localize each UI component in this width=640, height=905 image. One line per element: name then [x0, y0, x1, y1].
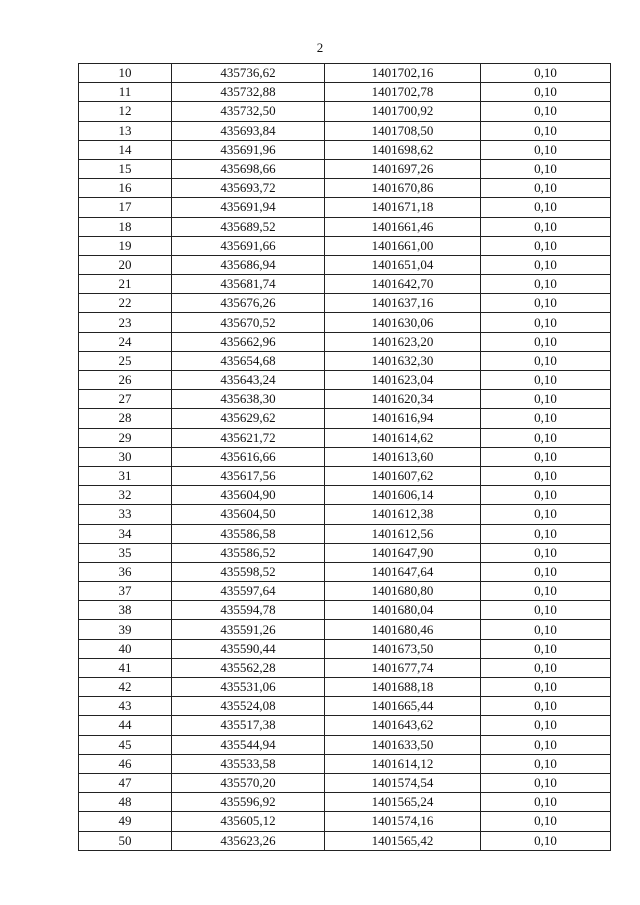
- y-coordinate-cell: 1401680,04: [325, 601, 481, 620]
- y-coordinate-cell: 1401565,42: [325, 831, 481, 850]
- table-row: [79, 697, 611, 716]
- accuracy-cell: 0,10: [481, 371, 611, 390]
- accuracy-cell: 0,10: [481, 121, 611, 140]
- accuracy-cell: 0,10: [481, 198, 611, 217]
- coordinates-table: [78, 63, 611, 851]
- table-row: [79, 275, 611, 294]
- accuracy-cell: 0,10: [481, 735, 611, 754]
- y-coordinate-cell: 1401670,86: [325, 179, 481, 198]
- point-number-cell: 28: [79, 409, 172, 428]
- point-number-cell: 39: [79, 620, 172, 639]
- table-row: [79, 716, 611, 735]
- point-number-cell: 22: [79, 294, 172, 313]
- accuracy-cell: 0,10: [481, 64, 611, 83]
- x-coordinate-cell: 435598,52: [172, 562, 325, 581]
- point-number-cell: 42: [79, 678, 172, 697]
- y-coordinate-cell: 1401673,50: [325, 639, 481, 658]
- page-number: 2: [316, 40, 324, 55]
- accuracy-cell: 0,10: [481, 390, 611, 409]
- point-number-cell: 50: [79, 831, 172, 850]
- point-number-cell: 11: [79, 83, 172, 102]
- y-coordinate-cell: 1401671,18: [325, 198, 481, 217]
- x-coordinate-cell: 435533,58: [172, 754, 325, 773]
- point-number-cell: 14: [79, 140, 172, 159]
- x-coordinate-cell: 435616,66: [172, 447, 325, 466]
- x-coordinate-cell: 435586,58: [172, 524, 325, 543]
- table-row: [79, 217, 611, 236]
- x-coordinate-cell: 435594,78: [172, 601, 325, 620]
- table-row: [79, 198, 611, 217]
- y-coordinate-cell: 1401647,64: [325, 562, 481, 581]
- point-number-cell: 41: [79, 658, 172, 677]
- y-coordinate-cell: 1401702,16: [325, 64, 481, 83]
- point-number-cell: 16: [79, 179, 172, 198]
- table-row: [79, 505, 611, 524]
- accuracy-cell: 0,10: [481, 83, 611, 102]
- y-coordinate-cell: 1401643,62: [325, 716, 481, 735]
- accuracy-cell: 0,10: [481, 831, 611, 850]
- accuracy-cell: 0,10: [481, 102, 611, 121]
- accuracy-cell: 0,10: [481, 351, 611, 370]
- accuracy-cell: 0,10: [481, 159, 611, 178]
- accuracy-cell: 0,10: [481, 620, 611, 639]
- x-coordinate-cell: 435736,62: [172, 64, 325, 83]
- accuracy-cell: 0,10: [481, 678, 611, 697]
- point-number-cell: 19: [79, 236, 172, 255]
- point-number-cell: 10: [79, 64, 172, 83]
- y-coordinate-cell: 1401700,92: [325, 102, 481, 121]
- y-coordinate-cell: 1401612,38: [325, 505, 481, 524]
- x-coordinate-cell: 435591,26: [172, 620, 325, 639]
- accuracy-cell: 0,10: [481, 486, 611, 505]
- table-row: [79, 140, 611, 159]
- accuracy-cell: 0,10: [481, 179, 611, 198]
- x-coordinate-cell: 435691,66: [172, 236, 325, 255]
- x-coordinate-cell: 435570,20: [172, 773, 325, 792]
- accuracy-cell: 0,10: [481, 658, 611, 677]
- x-coordinate-cell: 435590,44: [172, 639, 325, 658]
- table-row: [79, 409, 611, 428]
- table-row: [79, 639, 611, 658]
- y-coordinate-cell: 1401688,18: [325, 678, 481, 697]
- x-coordinate-cell: 435621,72: [172, 428, 325, 447]
- x-coordinate-cell: 435732,88: [172, 83, 325, 102]
- table-row: [79, 793, 611, 812]
- accuracy-cell: 0,10: [481, 524, 611, 543]
- table-row: [79, 390, 611, 409]
- accuracy-cell: 0,10: [481, 275, 611, 294]
- point-number-cell: 26: [79, 371, 172, 390]
- point-number-cell: 45: [79, 735, 172, 754]
- y-coordinate-cell: 1401614,12: [325, 754, 481, 773]
- accuracy-cell: 0,10: [481, 428, 611, 447]
- point-number-cell: 23: [79, 313, 172, 332]
- x-coordinate-cell: 435597,64: [172, 582, 325, 601]
- y-coordinate-cell: 1401642,70: [325, 275, 481, 294]
- point-number-cell: 18: [79, 217, 172, 236]
- y-coordinate-cell: 1401647,90: [325, 543, 481, 562]
- table-row: [79, 332, 611, 351]
- point-number-cell: 30: [79, 447, 172, 466]
- y-coordinate-cell: 1401665,44: [325, 697, 481, 716]
- accuracy-cell: 0,10: [481, 294, 611, 313]
- point-number-cell: 24: [79, 332, 172, 351]
- point-number-cell: 13: [79, 121, 172, 140]
- y-coordinate-cell: 1401661,46: [325, 217, 481, 236]
- x-coordinate-cell: 435670,52: [172, 313, 325, 332]
- x-coordinate-cell: 435676,26: [172, 294, 325, 313]
- x-coordinate-cell: 435689,52: [172, 217, 325, 236]
- accuracy-cell: 0,10: [481, 716, 611, 735]
- x-coordinate-cell: 435681,74: [172, 275, 325, 294]
- point-number-cell: 48: [79, 793, 172, 812]
- point-number-cell: 25: [79, 351, 172, 370]
- y-coordinate-cell: 1401607,62: [325, 466, 481, 485]
- table-row: [79, 773, 611, 792]
- table-row: [79, 83, 611, 102]
- x-coordinate-cell: 435698,66: [172, 159, 325, 178]
- table-row: [79, 466, 611, 485]
- accuracy-cell: 0,10: [481, 505, 611, 524]
- point-number-cell: 46: [79, 754, 172, 773]
- y-coordinate-cell: 1401698,62: [325, 140, 481, 159]
- y-coordinate-cell: 1401606,14: [325, 486, 481, 505]
- y-coordinate-cell: 1401565,24: [325, 793, 481, 812]
- table-row: [79, 159, 611, 178]
- accuracy-cell: 0,10: [481, 812, 611, 831]
- table-row: [79, 447, 611, 466]
- point-number-cell: 49: [79, 812, 172, 831]
- table-row: [79, 524, 611, 543]
- point-number-cell: 12: [79, 102, 172, 121]
- y-coordinate-cell: 1401574,16: [325, 812, 481, 831]
- accuracy-cell: 0,10: [481, 447, 611, 466]
- x-coordinate-cell: 435604,90: [172, 486, 325, 505]
- accuracy-cell: 0,10: [481, 773, 611, 792]
- table-row: [79, 236, 611, 255]
- accuracy-cell: 0,10: [481, 601, 611, 620]
- point-number-cell: 34: [79, 524, 172, 543]
- table-row: [79, 831, 611, 850]
- y-coordinate-cell: 1401633,50: [325, 735, 481, 754]
- accuracy-cell: 0,10: [481, 639, 611, 658]
- point-number-cell: 21: [79, 275, 172, 294]
- point-number-cell: 20: [79, 255, 172, 274]
- point-number-cell: 47: [79, 773, 172, 792]
- table-row: [79, 678, 611, 697]
- table-row: [79, 351, 611, 370]
- accuracy-cell: 0,10: [481, 543, 611, 562]
- y-coordinate-cell: 1401708,50: [325, 121, 481, 140]
- x-coordinate-cell: 435732,50: [172, 102, 325, 121]
- table-row: [79, 313, 611, 332]
- y-coordinate-cell: 1401702,78: [325, 83, 481, 102]
- table-row: [79, 294, 611, 313]
- x-coordinate-cell: 435693,72: [172, 179, 325, 198]
- accuracy-cell: 0,10: [481, 140, 611, 159]
- accuracy-cell: 0,10: [481, 582, 611, 601]
- y-coordinate-cell: 1401661,00: [325, 236, 481, 255]
- x-coordinate-cell: 435654,68: [172, 351, 325, 370]
- x-coordinate-cell: 435596,92: [172, 793, 325, 812]
- table-row: [79, 371, 611, 390]
- x-coordinate-cell: 435531,06: [172, 678, 325, 697]
- point-number-cell: 43: [79, 697, 172, 716]
- point-number-cell: 37: [79, 582, 172, 601]
- x-coordinate-cell: 435643,24: [172, 371, 325, 390]
- accuracy-cell: 0,10: [481, 562, 611, 581]
- table-row: [79, 486, 611, 505]
- table-row: [79, 735, 611, 754]
- x-coordinate-cell: 435604,50: [172, 505, 325, 524]
- y-coordinate-cell: 1401574,54: [325, 773, 481, 792]
- point-number-cell: 29: [79, 428, 172, 447]
- accuracy-cell: 0,10: [481, 793, 611, 812]
- y-coordinate-cell: 1401637,16: [325, 294, 481, 313]
- y-coordinate-cell: 1401613,60: [325, 447, 481, 466]
- accuracy-cell: 0,10: [481, 409, 611, 428]
- table-row: [79, 428, 611, 447]
- y-coordinate-cell: 1401632,30: [325, 351, 481, 370]
- table-row: [79, 620, 611, 639]
- table-row: [79, 562, 611, 581]
- x-coordinate-cell: 435517,38: [172, 716, 325, 735]
- table-row: [79, 543, 611, 562]
- accuracy-cell: 0,10: [481, 697, 611, 716]
- x-coordinate-cell: 435623,26: [172, 831, 325, 850]
- point-number-cell: 27: [79, 390, 172, 409]
- accuracy-cell: 0,10: [481, 255, 611, 274]
- y-coordinate-cell: 1401630,06: [325, 313, 481, 332]
- accuracy-cell: 0,10: [481, 754, 611, 773]
- x-coordinate-cell: 435629,62: [172, 409, 325, 428]
- coordinates-table-body: [79, 64, 611, 851]
- x-coordinate-cell: 435638,30: [172, 390, 325, 409]
- table-row: [79, 658, 611, 677]
- table-row: [79, 601, 611, 620]
- y-coordinate-cell: 1401616,94: [325, 409, 481, 428]
- x-coordinate-cell: 435586,52: [172, 543, 325, 562]
- y-coordinate-cell: 1401612,56: [325, 524, 481, 543]
- x-coordinate-cell: 435691,96: [172, 140, 325, 159]
- point-number-cell: 38: [79, 601, 172, 620]
- x-coordinate-cell: 435662,96: [172, 332, 325, 351]
- accuracy-cell: 0,10: [481, 313, 611, 332]
- table-row: [79, 582, 611, 601]
- x-coordinate-cell: 435693,84: [172, 121, 325, 140]
- table-row: [79, 812, 611, 831]
- y-coordinate-cell: 1401623,20: [325, 332, 481, 351]
- y-coordinate-cell: 1401651,04: [325, 255, 481, 274]
- point-number-cell: 15: [79, 159, 172, 178]
- table-row: [79, 121, 611, 140]
- table-row: [79, 64, 611, 83]
- y-coordinate-cell: 1401623,04: [325, 371, 481, 390]
- x-coordinate-cell: 435562,28: [172, 658, 325, 677]
- x-coordinate-cell: 435686,94: [172, 255, 325, 274]
- x-coordinate-cell: 435691,94: [172, 198, 325, 217]
- accuracy-cell: 0,10: [481, 217, 611, 236]
- x-coordinate-cell: 435617,56: [172, 466, 325, 485]
- table-row: [79, 255, 611, 274]
- point-number-cell: 44: [79, 716, 172, 735]
- y-coordinate-cell: 1401680,46: [325, 620, 481, 639]
- point-number-cell: 17: [79, 198, 172, 217]
- x-coordinate-cell: 435605,12: [172, 812, 325, 831]
- x-coordinate-cell: 435544,94: [172, 735, 325, 754]
- table-row: [79, 102, 611, 121]
- y-coordinate-cell: 1401697,26: [325, 159, 481, 178]
- accuracy-cell: 0,10: [481, 332, 611, 351]
- y-coordinate-cell: 1401614,62: [325, 428, 481, 447]
- y-coordinate-cell: 1401620,34: [325, 390, 481, 409]
- y-coordinate-cell: 1401680,80: [325, 582, 481, 601]
- point-number-cell: 31: [79, 466, 172, 485]
- table-row: [79, 179, 611, 198]
- table-row: [79, 754, 611, 773]
- accuracy-cell: 0,10: [481, 466, 611, 485]
- y-coordinate-cell: 1401677,74: [325, 658, 481, 677]
- point-number-cell: 33: [79, 505, 172, 524]
- point-number-cell: 35: [79, 543, 172, 562]
- x-coordinate-cell: 435524,08: [172, 697, 325, 716]
- point-number-cell: 32: [79, 486, 172, 505]
- point-number-cell: 36: [79, 562, 172, 581]
- point-number-cell: 40: [79, 639, 172, 658]
- accuracy-cell: 0,10: [481, 236, 611, 255]
